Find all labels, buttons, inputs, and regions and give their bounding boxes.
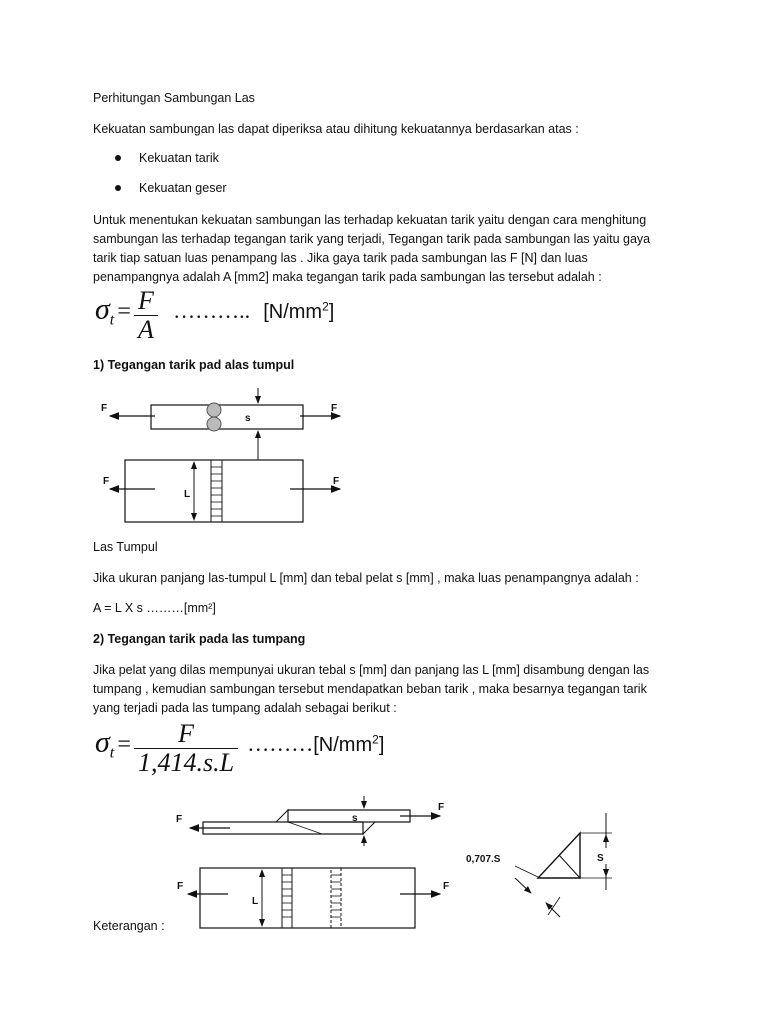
paragraph-line: Jika ukuran panjang las-tumpul L [mm] dan tebal pelat s [mm] , maka luas penampangnya adalah :	[93, 571, 639, 585]
footer-label: Keterangan :	[93, 919, 165, 933]
throat-label: 0,707.S	[466, 854, 501, 865]
paragraph-line: penampangnya adalah A [mm2] maka tegangan tarik pada sambungan las tersebut adalah :	[93, 270, 602, 284]
formula-dots: ………	[247, 731, 314, 757]
formula-dots: ………..	[173, 298, 251, 324]
unit-text: [N/mm	[313, 734, 373, 757]
paragraph-line: Jika pelat yang dilas mempunyai ukuran tebal s [mm] dan panjang las L [mm] disambung dengan las	[93, 663, 650, 677]
paragraph-line: sambungan las terhadap tegangan tarik yang terjadi, Tegangan tarik pada sambungan las yaitu gaya	[93, 232, 651, 246]
numerator: F	[134, 720, 238, 749]
equals-sign: =	[117, 731, 131, 758]
area-formula: A = L X s ………[mm²]	[93, 601, 216, 615]
unit-close: ]	[328, 301, 335, 324]
denominator: 1,414.s.L	[138, 748, 235, 777]
bullet-item: Kekuatan tarik	[139, 151, 219, 165]
figure-caption: Las Tumpul	[93, 540, 158, 554]
unit-text: [N/mm	[263, 301, 323, 324]
intro-text: Kekuatan sambungan las dapat diperiksa atau dihitung kekuatannya berdasarkan atas :	[93, 122, 579, 136]
paragraph-line: tarik tiap satuan luas penampang las . Jika gaya tarik pada sambungan las F [N] dan luas	[93, 251, 588, 265]
paragraph-line: Untuk menentukan kekuatan sambungan las terhadap kekuatan tarik yaitu dengan cara menghitung	[93, 213, 647, 227]
unit-close: ]	[378, 734, 385, 757]
force-label: F	[176, 814, 183, 825]
force-label: F	[103, 476, 110, 487]
force-label: F	[333, 476, 340, 487]
thickness-label: s	[245, 413, 251, 424]
document-title: Perhitungan Sambungan Las	[93, 91, 255, 105]
section-heading-2: 2) Tegangan tarik pada las tumpang	[93, 632, 306, 646]
force-label: F	[177, 881, 184, 892]
unit-exponent: 2	[322, 299, 329, 314]
sigma-symbol: σ	[95, 292, 110, 326]
bullet-item: Kekuatan geser	[139, 181, 227, 195]
thickness-label: s	[352, 813, 358, 824]
length-label: L	[184, 489, 191, 500]
unit-exponent: 2	[372, 732, 379, 747]
sigma-symbol: σ	[95, 725, 110, 759]
denominator: A	[138, 315, 154, 344]
paragraph-line: yang terjadi pada las tumpang adalah sebagai berikut :	[93, 701, 397, 715]
force-label: F	[101, 403, 108, 414]
paragraph-line: tumpang , kemudian sambungan tersebut mendapatkan beban tarik , maka besarnya tegangan tarik	[93, 682, 647, 696]
sigma-subscript: t	[109, 744, 115, 762]
side-label: S	[597, 853, 604, 864]
equals-sign: =	[117, 298, 131, 325]
force-label: F	[331, 403, 338, 414]
force-label: F	[443, 881, 450, 892]
length-label: L	[252, 896, 259, 907]
sigma-subscript: t	[109, 311, 115, 329]
numerator: F	[134, 287, 158, 316]
force-label: F	[438, 802, 445, 813]
section-heading-1: 1) Tegangan tarik pad alas tumpul	[93, 358, 295, 372]
